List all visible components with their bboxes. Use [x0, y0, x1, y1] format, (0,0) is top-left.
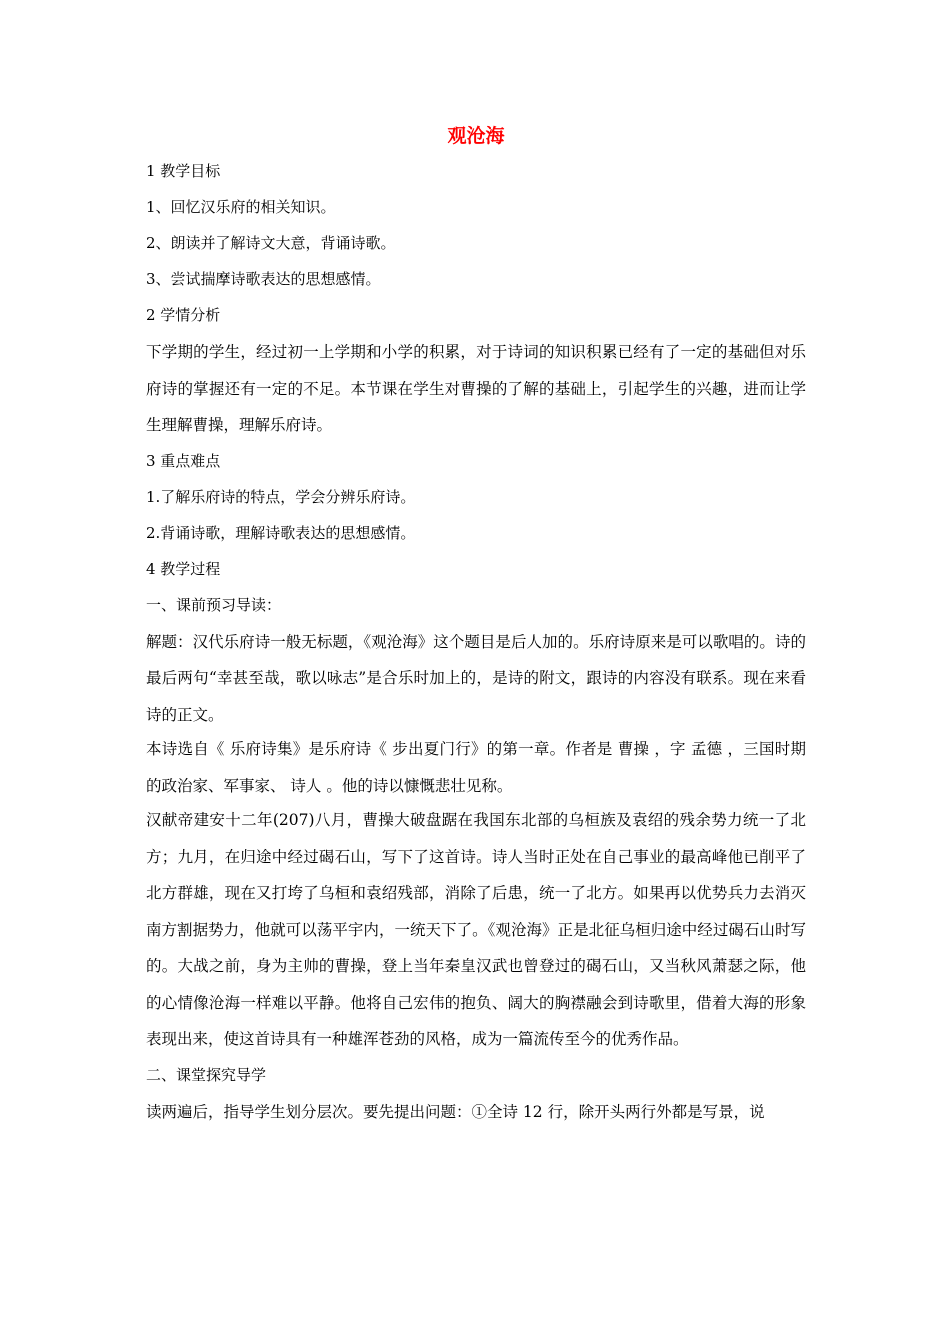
section-heading-teaching-process: 4 教学过程 — [146, 559, 221, 578]
goal-item-1: 1、回忆汉乐府的相关知识。 — [146, 198, 336, 216]
author-intro-paragraph: 本诗选自《 乐府诗集》是乐府诗《 步出夏门行》的第一章。作者是 曹操 ，字 孟德 ，三国时期的政治家、军事家、 诗人 。他的诗以慷慨悲壮见称。 — [146, 740, 806, 795]
section-heading-student-analysis: 2 学情分析 — [146, 306, 221, 324]
document-title: 观沧海 — [447, 125, 505, 147]
student-analysis-paragraph: 下学期的学生，经过初一上学期和小学的积累，对于诗词的知识积累已经有了一定的基础但对乐府诗的掌握还有一定的不足。本节课在学生对曹操的了解的基础上，引起学生的兴趣，进而让学生理解曹操，理解乐府诗。 — [146, 343, 806, 434]
inquiry-paragraph: 读两遍后，指导学生划分层次。要先提出问题：①全诗 12 行，除开头两行外都是写景，说 — [146, 1102, 765, 1121]
subheading-preview-guide: 一、课前预习导读： — [146, 595, 282, 614]
background-paragraph: 汉献帝建安十二年(207)八月，曹操大破盘踞在我国东北部的乌桓族及袁绍的残余势力统一了北方；九月，在归途中经过碣石山，写下了这首诗。诗人当时正处在自己事业的最高峰他已削平了北方群雄，现在又打垮了乌桓和袁绍残部，消除了后患，统一了北方。如果再以优势兵力去消灭南方割据势力，他就可以荡平宇内，一统天下了。《观沧海》正是北征乌桓归途中经过碣石山时写的。大战之前，身为主帅的曹操，登上当年秦皇汉武也曾登过的碣石山，又当秋风萧瑟之际，他的心情像沧海一样难以平静。他将自己宏伟的抱负、阔大的胸襟融会到诗歌里，借着大海的形象表现出来，使这首诗具有一种雄浑苍劲的风格，成为一篇流传至今的优秀作品。 — [146, 811, 806, 1048]
key-point-item-2: 2.背诵诗歌，理解诗歌表达的思想感情。 — [146, 523, 416, 542]
goal-item-2: 2、朗读并了解诗文大意，背诵诗歌。 — [146, 234, 396, 252]
title-explanation-paragraph: 解题：汉代乐府诗一般无标题，《观沧海》这个题目是后人加的。乐府诗原来是可以歌唱的。诗的最后两句“幸甚至哉，歌以咏志”是合乐时加上的，是诗的附文，跟诗的内容没有联系。现在来看诗的正文。 — [146, 632, 806, 724]
section-heading-teaching-goals: 1 教学目标 — [146, 162, 221, 180]
goal-item-3: 3、尝试揣摩诗歌表达的思想感情。 — [146, 270, 381, 288]
section-heading-key-points: 3 重点难点 — [146, 451, 221, 470]
subheading-classroom-inquiry: 二、课堂探究导学 — [146, 1065, 267, 1084]
key-point-item-1: 1.了解乐府诗的特点，学会分辨乐府诗。 — [146, 487, 416, 506]
document-page — [146, 122, 806, 1136]
